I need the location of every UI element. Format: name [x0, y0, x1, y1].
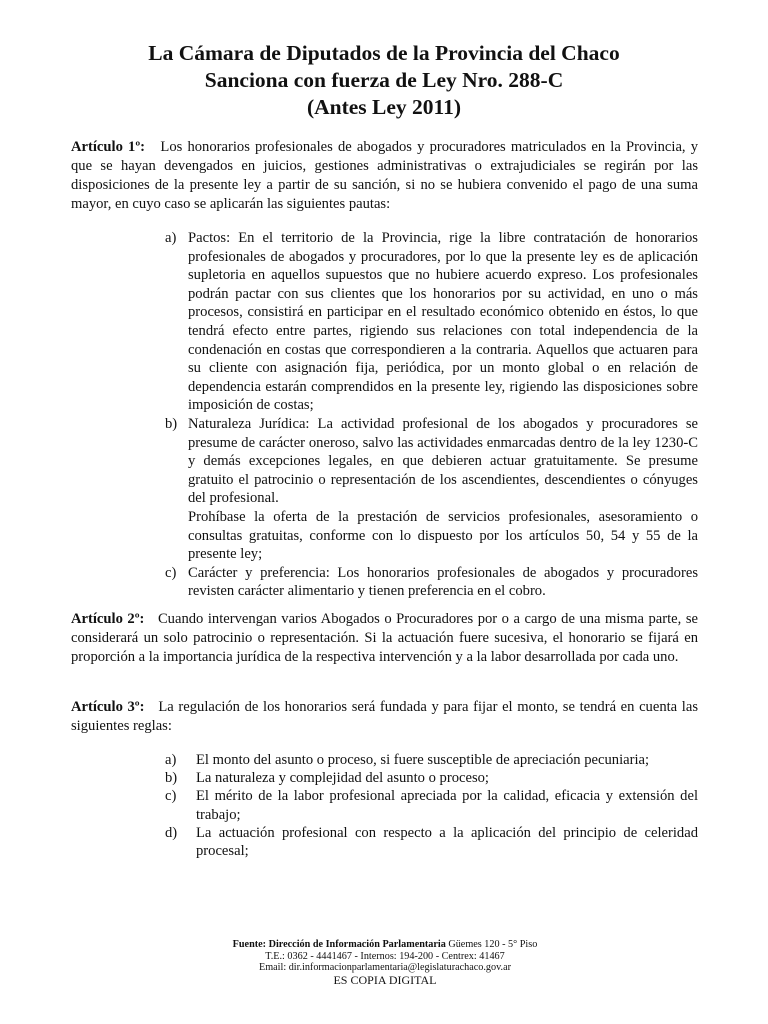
article-2 [71, 610, 698, 667]
list-item [165, 787, 698, 823]
list-item [165, 415, 698, 508]
list-item-text: El mérito de la labor profesional apreciada por la calidad, eficacia y extensión del trabajo; [196, 788, 698, 823]
list-item-text: El monto del asunto o proceso, si fuere susceptible de apreciación pecuniaria; [196, 752, 650, 768]
footer-copy-notice: ES COPIA DIGITAL [333, 972, 437, 987]
list-item-text: Pactos: En el territorio de la Provincia, rige la libre contratación de honorarios profesionales de abogados y procuradores, por lo que la presente ley es de aplicación supletoria en aquellos supuestos que no hubiere acuerdo expreso. Los profesionales podrán pactar con sus clientes que los honorarios por su actividad, en uno o más procesos, consistirá en participar en el resultado económico obtenido en éstos, lo que tendrá efecto entre partes, rigiendo sus relaciones con total independencia de la condenación en costas que correspondieren a la contraria. Aquellos que actuaren para su cliente con asignación fija, periódica, por un monto global o en relación de dependencia estarán comprendidos en la presente ley, rigiendo las disposiciones sobre imposición de costas; [188, 230, 698, 414]
list-item-label: d) [165, 824, 178, 841]
article-3-text: La regulación de los honorarios será fundada y para fijar el monto, se tendrá en cuenta las siguientes reglas: [71, 699, 698, 734]
article-1-label: Artículo 1º: [71, 139, 145, 155]
article-1-list [165, 229, 698, 601]
footer-phones: T.E.: 0362 - 4441467 - Internos: 194-200 - Centrex: 41467 [265, 950, 505, 962]
footer-source-label: Fuente: Dirección de Información Parlamentaria [232, 939, 446, 950]
list-item-continuation: Prohíbase la oferta de la prestación de servicios profesionales, asesoramiento o consultas gratuitas, conforme con lo dispuesto por los artículos 50, 54 y 55 de la presente ley; [188, 508, 698, 563]
footer-source [150, 939, 620, 951]
list-item-label: b) [165, 415, 178, 432]
article-2-text: Cuando intervengan varios Abogados o Procuradores por o a cargo de una misma parte, se considerará un solo patrocinio o representación. Si la actuación fuere sucesiva, el honorario se fijará en proporción a la importancia jurídica de la respectiva intervención y a la labor desarrollada por cada uno. [71, 611, 698, 665]
document-title [60, 40, 708, 121]
article-3-list [165, 751, 698, 860]
article-1-text: Los honorarios profesionales de abogados y procuradores matriculados en la Provincia, y que se hayan devengados en juicios, gestiones administrativas o extrajudiciales se regirán por las disposiciones de la presente ley a partir de su sanción, si no se hubiera convenido el pago de una suma mayor, en cuyo caso se aplicarán las siguientes pautas: [71, 139, 699, 212]
footer-address: Güemes 120 - 5° Piso [448, 939, 538, 950]
page-footer [150, 939, 620, 987]
list-item-label: c) [165, 564, 177, 581]
article-1 [71, 138, 698, 214]
list-item-text: La naturaleza y complejidad del asunto o proceso; [196, 770, 489, 787]
title-line-3: (Antes Ley 2011) [306, 95, 462, 119]
title-line-1: La Cámara de Diputados de la Provincia del Chaco [148, 41, 620, 65]
list-item-text: Carácter y preferencia: Los honorarios profesionales de abogados y procuradores revisten carácter alimentario y tienen preferencia en el cobro. [188, 564, 698, 600]
list-item-label: a) [165, 752, 177, 768]
title-line-2: Sanciona con fuerza de Ley Nro. 288-C [204, 68, 564, 92]
article-3 [71, 698, 698, 736]
list-item-label: c) [165, 788, 177, 805]
list-item [165, 564, 698, 601]
article-2-label: Artículo 2º: [71, 611, 145, 627]
list-item [165, 769, 698, 787]
list-item-label: b) [165, 770, 178, 787]
footer-email: Email: dir.informacionparlamentaria@legislaturachaco.gov.ar [259, 962, 511, 973]
list-item [165, 229, 698, 415]
list-item-text: La actuación profesional con respecto a la aplicación del principio de celeridad procesal; [196, 824, 698, 860]
list-item-label: a) [165, 230, 177, 246]
article-3-label: Artículo 3º: [71, 699, 145, 715]
list-item [165, 751, 698, 769]
list-item [165, 824, 698, 860]
list-item-text: Naturaleza Jurídica: La actividad profesional de los abogados y procuradores se presume de carácter oneroso, salvo las actividades enmarcadas dentro de la ley 1230-C y demás excepciones legales, en que debieren actuar gratuitamente. Se presume gratuito el patrocinio o representación de los ascendientes, descendientes o cónyuges del profesional. [188, 415, 698, 507]
